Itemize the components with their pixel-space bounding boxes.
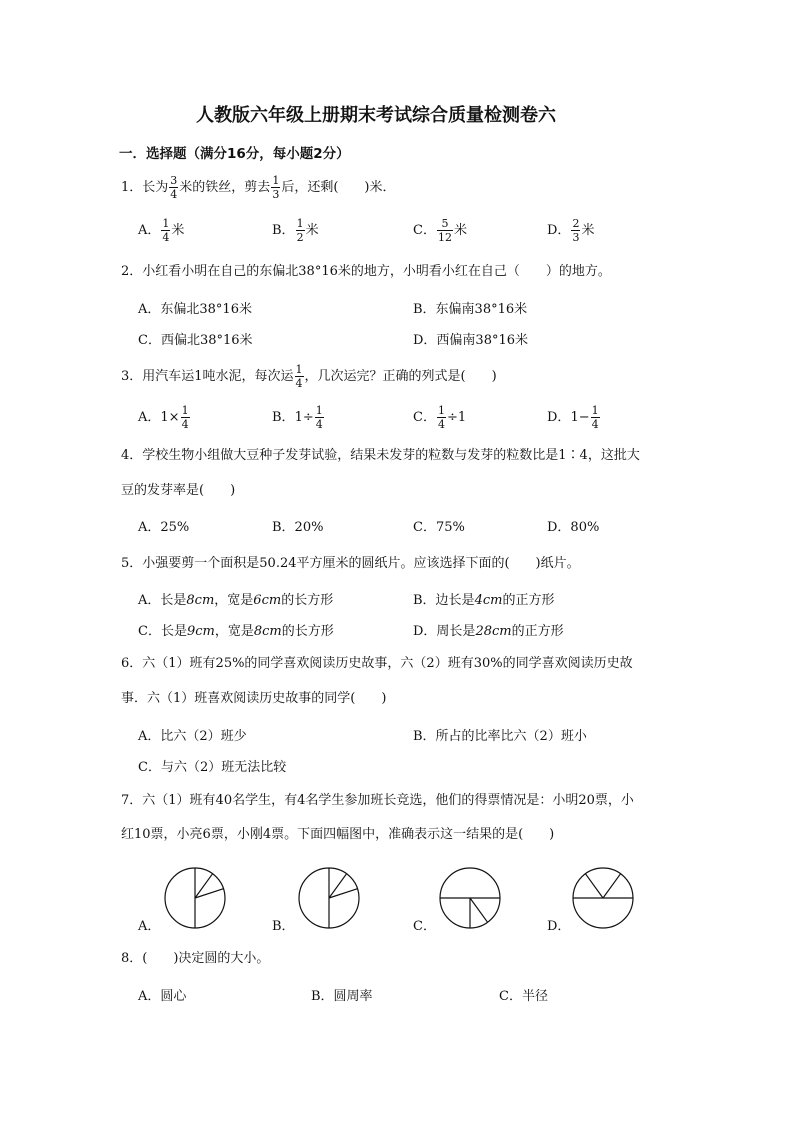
option-fraction: $\frac{1}{4}$: [315, 404, 323, 431]
q6-option-c[interactable]: C．与六（2）班无法比较: [138, 760, 287, 775]
pie-divider: [470, 898, 488, 922]
q1-option-d[interactable]: [547, 218, 594, 243]
q8-option-c[interactable]: C．半径: [499, 989, 548, 1004]
q1-number: 1．: [121, 180, 143, 195]
option-label: D．: [547, 410, 571, 425]
q1-fraction-2: $\frac{1}{3}$: [272, 174, 280, 201]
q5-option-b[interactable]: [413, 594, 554, 607]
q2-option-d[interactable]: D．西偏南38°16米: [413, 333, 529, 348]
option-fraction: $\frac{1}{4}$: [437, 404, 445, 431]
option-fraction: $\frac{1}{4}$: [181, 404, 189, 431]
q1-option-a[interactable]: [138, 218, 184, 243]
option-text: ，宽是: [214, 624, 254, 639]
option-fraction: $\frac{1}{2}$: [296, 217, 304, 244]
question-5: 5．小强要剪一个面积是50.24平方厘米的圆纸片。应该选择下面的( )纸片。: [121, 556, 580, 571]
q4-option-c[interactable]: C．75%: [413, 520, 465, 535]
option-fraction: $\frac{5}{12}$: [437, 217, 452, 244]
q8-option-b[interactable]: B．圆周率: [311, 989, 373, 1004]
option-expr: 1÷: [294, 410, 314, 425]
q5-option-c[interactable]: [138, 625, 334, 638]
option-text: D．周长是: [413, 624, 476, 639]
q7-option-b-label[interactable]: B．: [272, 919, 295, 934]
option-text: ，宽是: [214, 593, 254, 608]
pie-chart-option-a[interactable]: [163, 866, 227, 930]
q2-option-c[interactable]: C．西偏北38°16米: [138, 333, 253, 348]
q4-option-b[interactable]: B．20%: [272, 520, 324, 535]
option-expr: 1×: [160, 410, 180, 425]
question-7-line-2: 红10票，小亮6票，小刚4票。下面四幅图中，准确表示这一结果的是( ): [121, 827, 555, 842]
pie-divider: [585, 874, 603, 898]
q4-option-a[interactable]: A．25%: [138, 520, 190, 535]
q5-option-d[interactable]: [413, 625, 564, 638]
pie-chart-option-b[interactable]: [297, 866, 361, 930]
page-title: 人教版六年级上册期末考试综合质量检测卷六: [196, 105, 556, 126]
option-text: 的长方形: [281, 593, 334, 608]
option-label: B．: [272, 410, 295, 425]
pie-divider: [329, 889, 358, 898]
option-value: 9cm: [186, 624, 215, 639]
q6-option-b[interactable]: B．所占的比率比六（2）班小: [413, 729, 587, 744]
question-3: [121, 364, 497, 389]
option-label: A．: [138, 223, 161, 238]
question-2: 2．小红看小明在自己的东偏北38°16米的地方，小明看小红在自己（ ）的地方。: [121, 264, 611, 279]
option-unit: 米: [305, 223, 319, 238]
q7-option-c-label[interactable]: C．: [413, 919, 436, 934]
q1-text-3: 后，还剩( )米．: [281, 180, 396, 195]
question-4-line-2: 豆的发芽率是( ): [121, 483, 236, 498]
q3-option-d[interactable]: [547, 405, 601, 430]
q3-text-1: 3．用汽车运1吨水泥，每次运: [121, 369, 294, 384]
pie-chart-option-c[interactable]: [438, 866, 502, 930]
pie-divider: [603, 874, 621, 898]
option-unit: 米: [453, 223, 467, 238]
option-text: C．长是: [138, 624, 187, 639]
option-value: 28cm: [475, 624, 512, 639]
q1-fraction-1: $\frac{3}{4}$: [170, 174, 178, 201]
q3-text-2: ，几次运完？正确的列式是( ): [304, 369, 497, 384]
option-label: C．: [413, 410, 436, 425]
q1-text-1: 长为: [142, 180, 169, 195]
q4-option-d[interactable]: D．80%: [547, 520, 600, 535]
option-fraction: $\frac{1}{4}$: [591, 404, 599, 431]
question-7-line-1: 7．六（1）班有40名学生，有4名学生参加班长竞选，他们的得票情况是：小明20票，小: [121, 793, 634, 808]
q1-option-b[interactable]: [272, 218, 319, 243]
q3-fraction: $\frac{1}{4}$: [295, 363, 303, 390]
option-text: A．长是: [138, 593, 187, 608]
q3-option-c[interactable]: [413, 405, 466, 430]
question-6-line-2: 事．六（1）班喜欢阅读历史故事的同学( ): [121, 691, 387, 706]
pie-divider: [195, 874, 213, 898]
question-1: [121, 175, 395, 200]
option-value: 8cm: [186, 593, 215, 608]
question-8: 8．( )决定圆的大小。: [121, 951, 270, 966]
q1-option-c[interactable]: [413, 218, 467, 243]
q2-option-b[interactable]: B．东偏南38°16米: [413, 302, 528, 317]
option-text: 的正方形: [502, 593, 555, 608]
q2-option-a[interactable]: A．东偏北38°16米: [138, 302, 252, 317]
q5-option-a[interactable]: [138, 594, 333, 607]
option-text: 的正方形: [511, 624, 564, 639]
option-value: 4cm: [474, 593, 503, 608]
option-value: 6cm: [253, 593, 282, 608]
q6-option-a[interactable]: A．比六（2）班少: [138, 729, 247, 744]
question-6-line-1: 6．六（1）班有25%的同学喜欢阅读历史故事，六（2）班有30%的同学喜欢阅读历史故: [121, 656, 633, 671]
option-value: 8cm: [253, 624, 282, 639]
option-label: B．: [272, 223, 295, 238]
q7-option-a-label[interactable]: A．: [138, 919, 161, 934]
pie-chart-option-d[interactable]: [571, 866, 635, 930]
option-text: 的长方形: [281, 624, 334, 639]
option-fraction: $\frac{1}{4}$: [162, 217, 170, 244]
option-unit: 米: [581, 223, 595, 238]
question-4-line-1: 4．学校生物小组做大豆种子发芽试验，结果未发芽的粒数与发芽的粒数比是1∶4，这批大: [121, 448, 640, 463]
option-text: B．边长是: [413, 593, 475, 608]
option-label: C．: [413, 223, 436, 238]
option-expr: 1−: [570, 410, 590, 425]
q7-option-d-label[interactable]: D．: [547, 919, 571, 934]
q3-option-b[interactable]: [272, 405, 325, 430]
q8-option-a[interactable]: A．圆心: [138, 989, 187, 1004]
section-heading: 一．选择题（满分16分，每小题2分）: [119, 146, 350, 162]
option-unit: 米: [171, 223, 185, 238]
option-label: D．: [547, 223, 571, 238]
option-fraction: $\frac{2}{3}$: [572, 217, 580, 244]
option-expr: ÷1: [446, 410, 467, 425]
pie-divider: [329, 874, 347, 898]
pie-divider: [195, 889, 224, 898]
option-label: A．: [138, 410, 161, 425]
q1-text-2: 米的铁丝，剪去: [179, 180, 271, 195]
q3-option-a[interactable]: [138, 405, 191, 430]
